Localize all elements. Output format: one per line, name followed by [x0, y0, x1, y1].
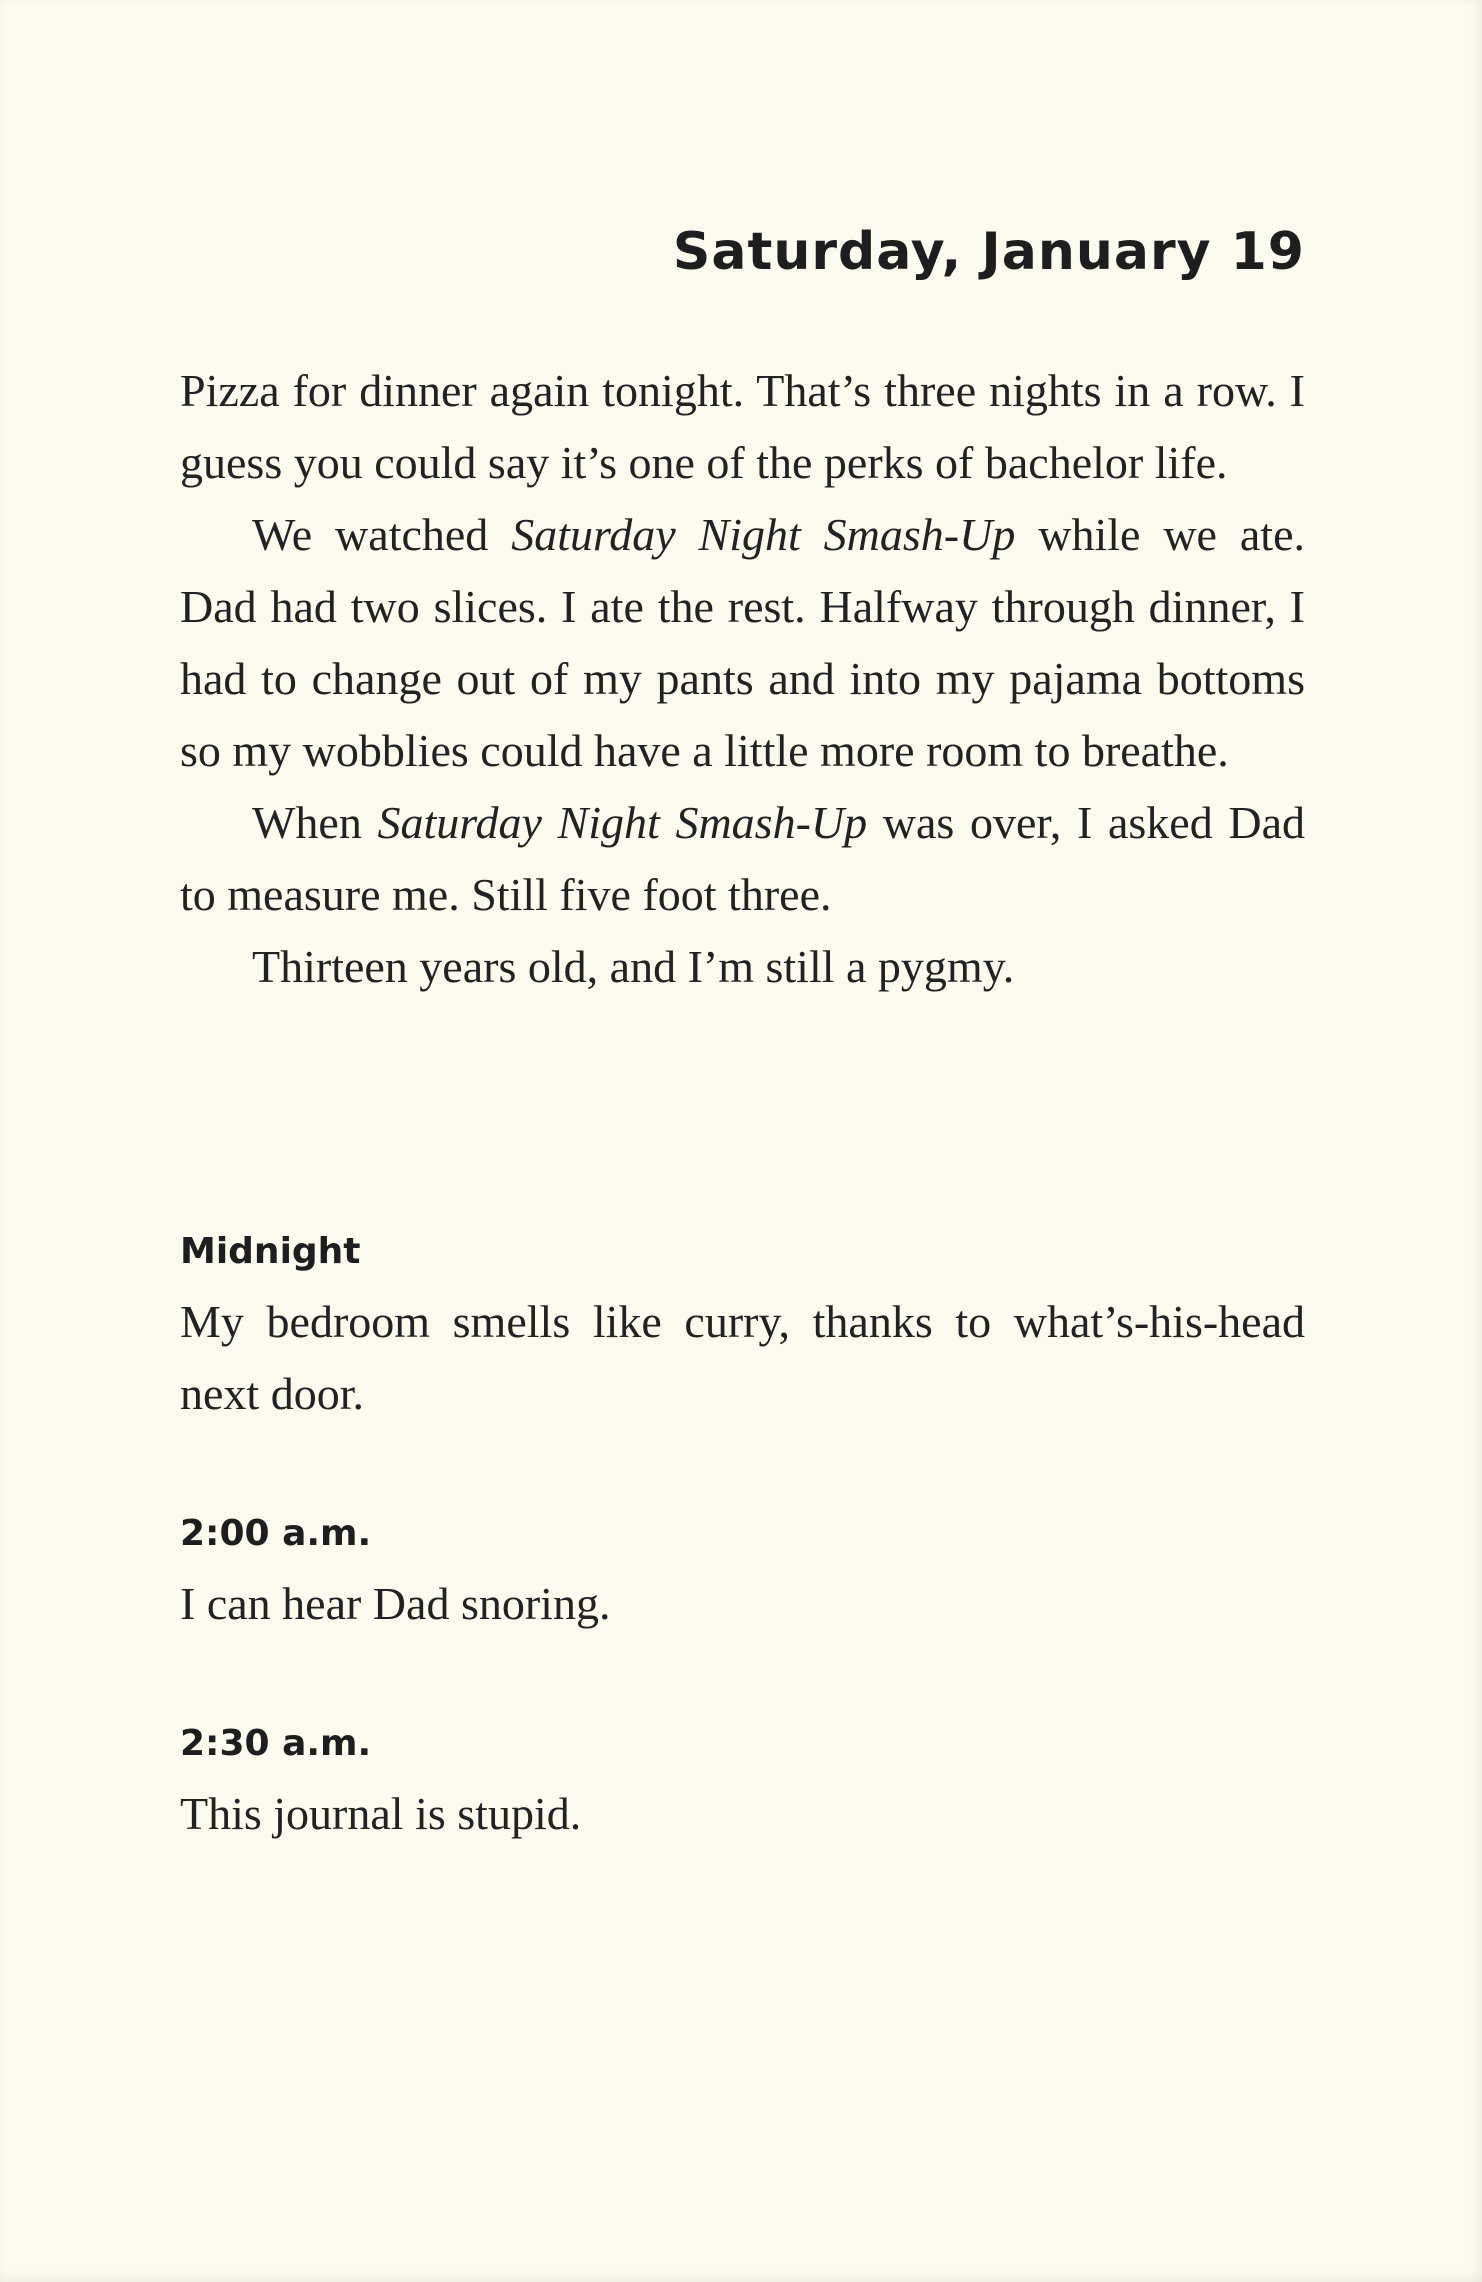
show-title: Saturday Night Smash-Up [377, 797, 868, 848]
paragraph-2-text-a: We watched [252, 509, 512, 560]
paragraph-2-text-b: while we ate. Dad had two slices. I ate the rest. Halfway through dinner, I had to change out of my pants and into my pajama bottoms so my wobblies could have a little more room to breathe. [180, 509, 1305, 776]
entry-2am-text: I can hear Dad snoring. [180, 1578, 611, 1629]
paragraph-2 [180, 499, 1305, 787]
entry-2am [180, 1508, 1305, 1640]
entry-230am-text: This journal is stupid. [180, 1788, 582, 1839]
time-heading-2am: 2:00 a.m. [180, 1513, 372, 1554]
entry-midnight-text: My bedroom smells like curry, thanks to what’s-his-head next door. [180, 1296, 1305, 1419]
entry-midnight [180, 1226, 1305, 1430]
show-title: Saturday Night Smash-Up [511, 509, 1016, 560]
paragraph-3-text-b: was over, I asked Dad to measure me. Still five foot three. [180, 797, 1306, 920]
time-heading-midnight: Midnight [180, 1231, 361, 1272]
paragraph-4: Thirteen years old, and I’m still a pygmy. [252, 941, 1015, 992]
entry-date-heading: Saturday, January 19 [672, 222, 1305, 282]
time-heading-230am: 2:30 a.m. [180, 1723, 372, 1764]
entry-230am [180, 1718, 1305, 1850]
paragraph-3-text-a: When [252, 797, 378, 848]
paragraph-3 [180, 787, 1305, 931]
paragraph-1: Pizza for dinner again tonight. That’s three nights in a row. I guess you could say it’s one of the perks of bachelor life. [180, 365, 1305, 488]
journal-body [180, 355, 1305, 1003]
